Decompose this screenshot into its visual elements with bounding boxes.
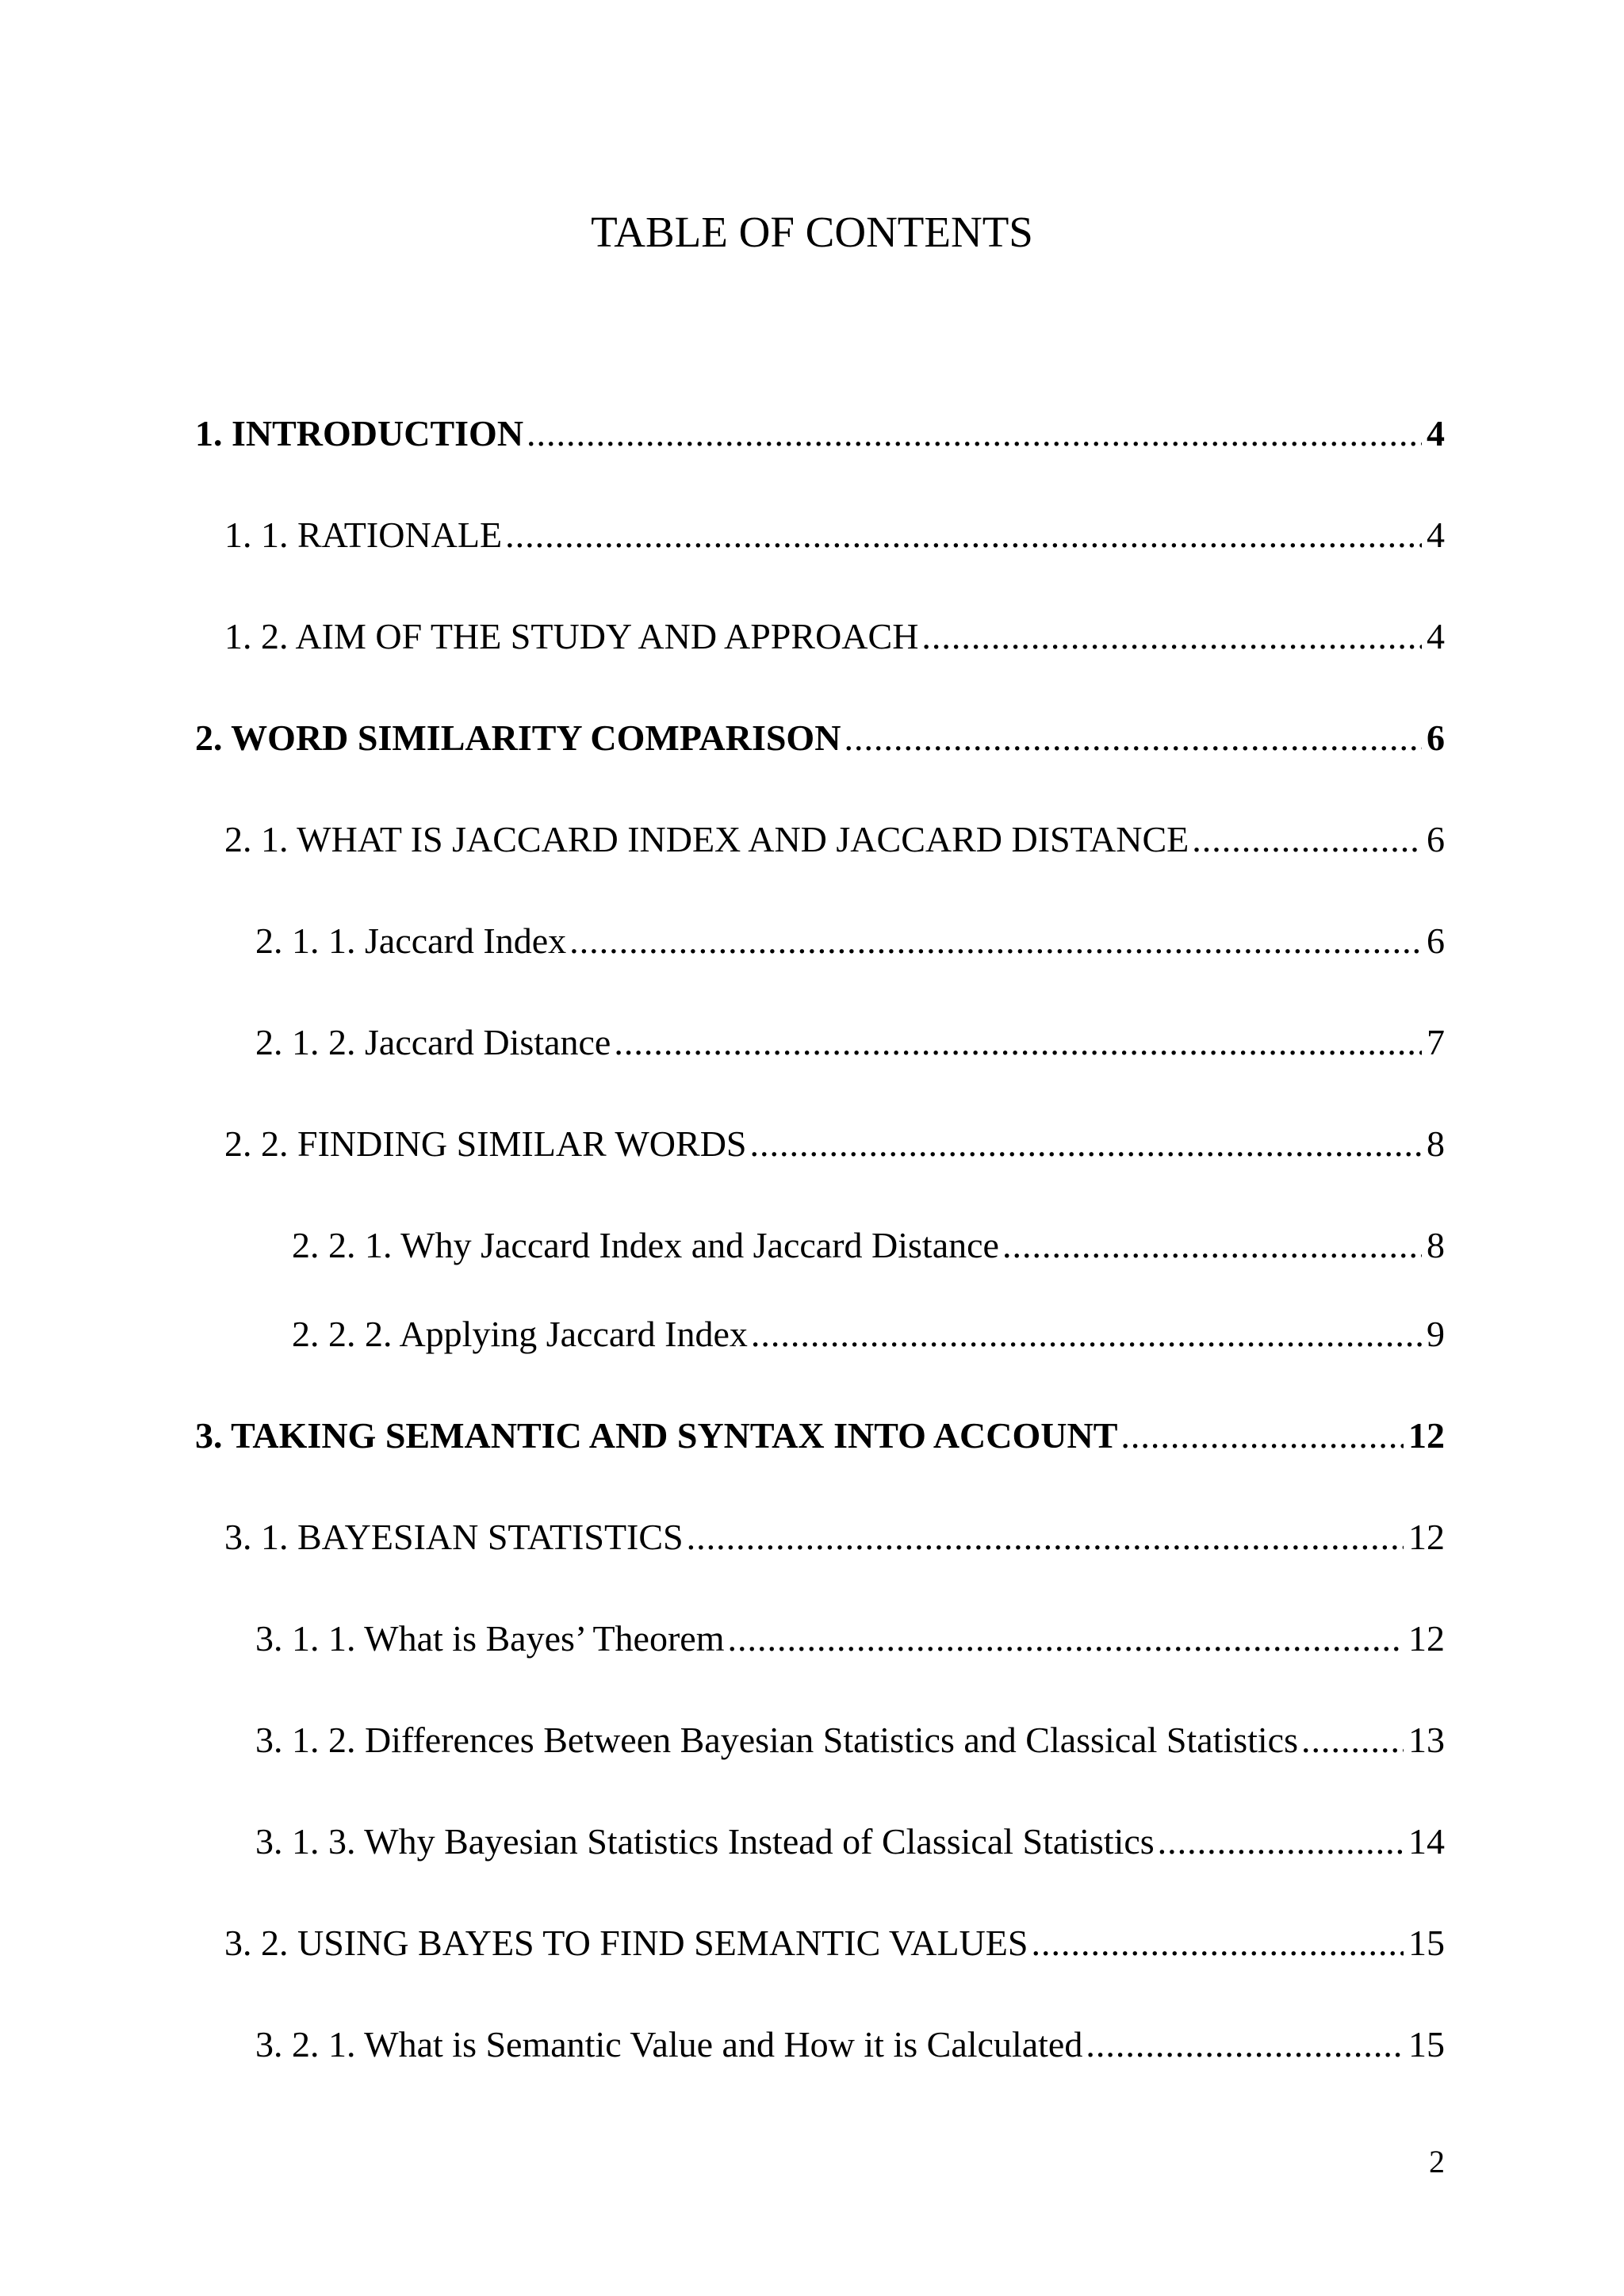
toc-entry-page: 4 — [1427, 515, 1445, 555]
toc-entry-page: 8 — [1427, 1225, 1445, 1265]
dot-leader — [1301, 1716, 1404, 1764]
toc-entry-why-jaccard[interactable] — [292, 1222, 1445, 1269]
toc-entry-using-bayes[interactable] — [224, 1919, 1445, 1967]
page-title: TABLE OF CONTENTS — [591, 208, 1033, 256]
dot-leader — [751, 1311, 1422, 1358]
toc-entry-page: 6 — [1427, 819, 1445, 859]
dot-leader — [921, 613, 1422, 660]
toc-entry-bayesian-statistics[interactable] — [224, 1513, 1445, 1561]
toc-entry-page: 6 — [1427, 718, 1445, 758]
toc-entry-title: 3. 2. 1. What is Semantic Value and How it is Calculated — [255, 2024, 1083, 2064]
toc-entry-title: 3. 1. 2. Differences Between Bayesian Statistics and Classical Statistics — [255, 1720, 1298, 1760]
toc-entry-applying-jaccard[interactable] — [292, 1311, 1445, 1358]
toc-entry-aim-of-the-study[interactable] — [224, 613, 1445, 660]
dot-leader — [1158, 1818, 1404, 1866]
dot-leader — [527, 410, 1422, 457]
dot-leader — [569, 917, 1422, 965]
dot-leader — [1031, 1919, 1404, 1967]
dot-leader — [614, 1019, 1422, 1066]
dot-leader — [505, 511, 1422, 559]
dot-leader — [1002, 1222, 1422, 1269]
toc-entry-page: 14 — [1408, 1821, 1445, 1862]
toc-entry-page: 6 — [1427, 920, 1445, 961]
toc-entry-title: 3. 2. USING BAYES TO FIND SEMANTIC VALUES — [224, 1923, 1028, 1963]
dot-leader — [844, 714, 1422, 762]
toc-entry-page: 7 — [1427, 1022, 1445, 1062]
toc-entry-word-similarity[interactable] — [195, 714, 1445, 762]
toc-entry-page: 12 — [1408, 1415, 1445, 1456]
toc-entry-bayesian-vs-classical[interactable] — [255, 1716, 1445, 1764]
toc-entry-finding-similar-words[interactable] — [224, 1120, 1445, 1168]
toc-entry-page: 12 — [1408, 1618, 1445, 1659]
toc-entry-page: 12 — [1408, 1517, 1445, 1557]
toc-entry-page: 4 — [1427, 413, 1445, 453]
toc-entry-title: 3. 1. 1. What is Bayes’ Theorem — [255, 1618, 725, 1659]
toc-entry-page: 13 — [1408, 1720, 1445, 1760]
dot-leader — [1192, 816, 1422, 863]
toc-entry-jaccard-index[interactable] — [255, 917, 1445, 965]
dot-leader — [1086, 2021, 1404, 2068]
toc-entry-title: 3. 1. BAYESIAN STATISTICS — [224, 1517, 684, 1557]
toc-entry-semantic-and-syntax[interactable] — [195, 1412, 1445, 1460]
toc-entry-title: 3. 1. 3. Why Bayesian Statistics Instead of Classical Statistics — [255, 1821, 1155, 1862]
toc-entry-title: 2. WORD SIMILARITY COMPARISON — [195, 718, 841, 758]
toc-entry-title: 3. TAKING SEMANTIC AND SYNTAX INTO ACCOUNT — [195, 1415, 1118, 1456]
toc-entry-title: 2. 1. 2. Jaccard Distance — [255, 1022, 611, 1062]
toc-entry-bayes-theorem[interactable] — [255, 1615, 1445, 1663]
toc-entry-jaccard-distance[interactable] — [255, 1019, 1445, 1066]
dot-leader — [1120, 1412, 1404, 1460]
page-number: 2 — [1429, 2144, 1445, 2179]
toc-entry-rationale[interactable] — [224, 511, 1445, 559]
toc-entry-page: 9 — [1427, 1314, 1445, 1354]
dot-leader — [728, 1615, 1404, 1663]
dot-leader — [687, 1513, 1404, 1561]
toc-entry-title: 2. 2. FINDING SIMILAR WORDS — [224, 1123, 747, 1164]
toc-entry-why-bayesian[interactable] — [255, 1818, 1445, 1866]
toc-entry-title: 1. 2. AIM OF THE STUDY AND APPROACH — [224, 616, 919, 656]
toc-entry-semantic-value[interactable] — [255, 2021, 1445, 2068]
dot-leader — [750, 1120, 1422, 1168]
toc-entry-jaccard-index-and-distance[interactable] — [224, 816, 1445, 863]
toc-entry-page: 15 — [1408, 2024, 1445, 2064]
toc-entry-page: 15 — [1408, 1923, 1445, 1963]
toc-entry-title: 1. INTRODUCTION — [195, 413, 524, 453]
toc-entry-page: 4 — [1427, 616, 1445, 656]
toc-entry-title: 2. 2. 2. Applying Jaccard Index — [292, 1314, 748, 1354]
toc-entry-title: 1. 1. RATIONALE — [224, 515, 503, 555]
toc-entry-introduction[interactable] — [195, 410, 1445, 457]
toc-entry-title: 2. 2. 1. Why Jaccard Index and Jaccard Distance — [292, 1225, 999, 1265]
toc-entry-page: 8 — [1427, 1123, 1445, 1164]
toc-entry-title: 2. 1. WHAT IS JACCARD INDEX AND JACCARD DISTANCE — [224, 819, 1189, 859]
toc-entry-title: 2. 1. 1. Jaccard Index — [255, 920, 567, 961]
